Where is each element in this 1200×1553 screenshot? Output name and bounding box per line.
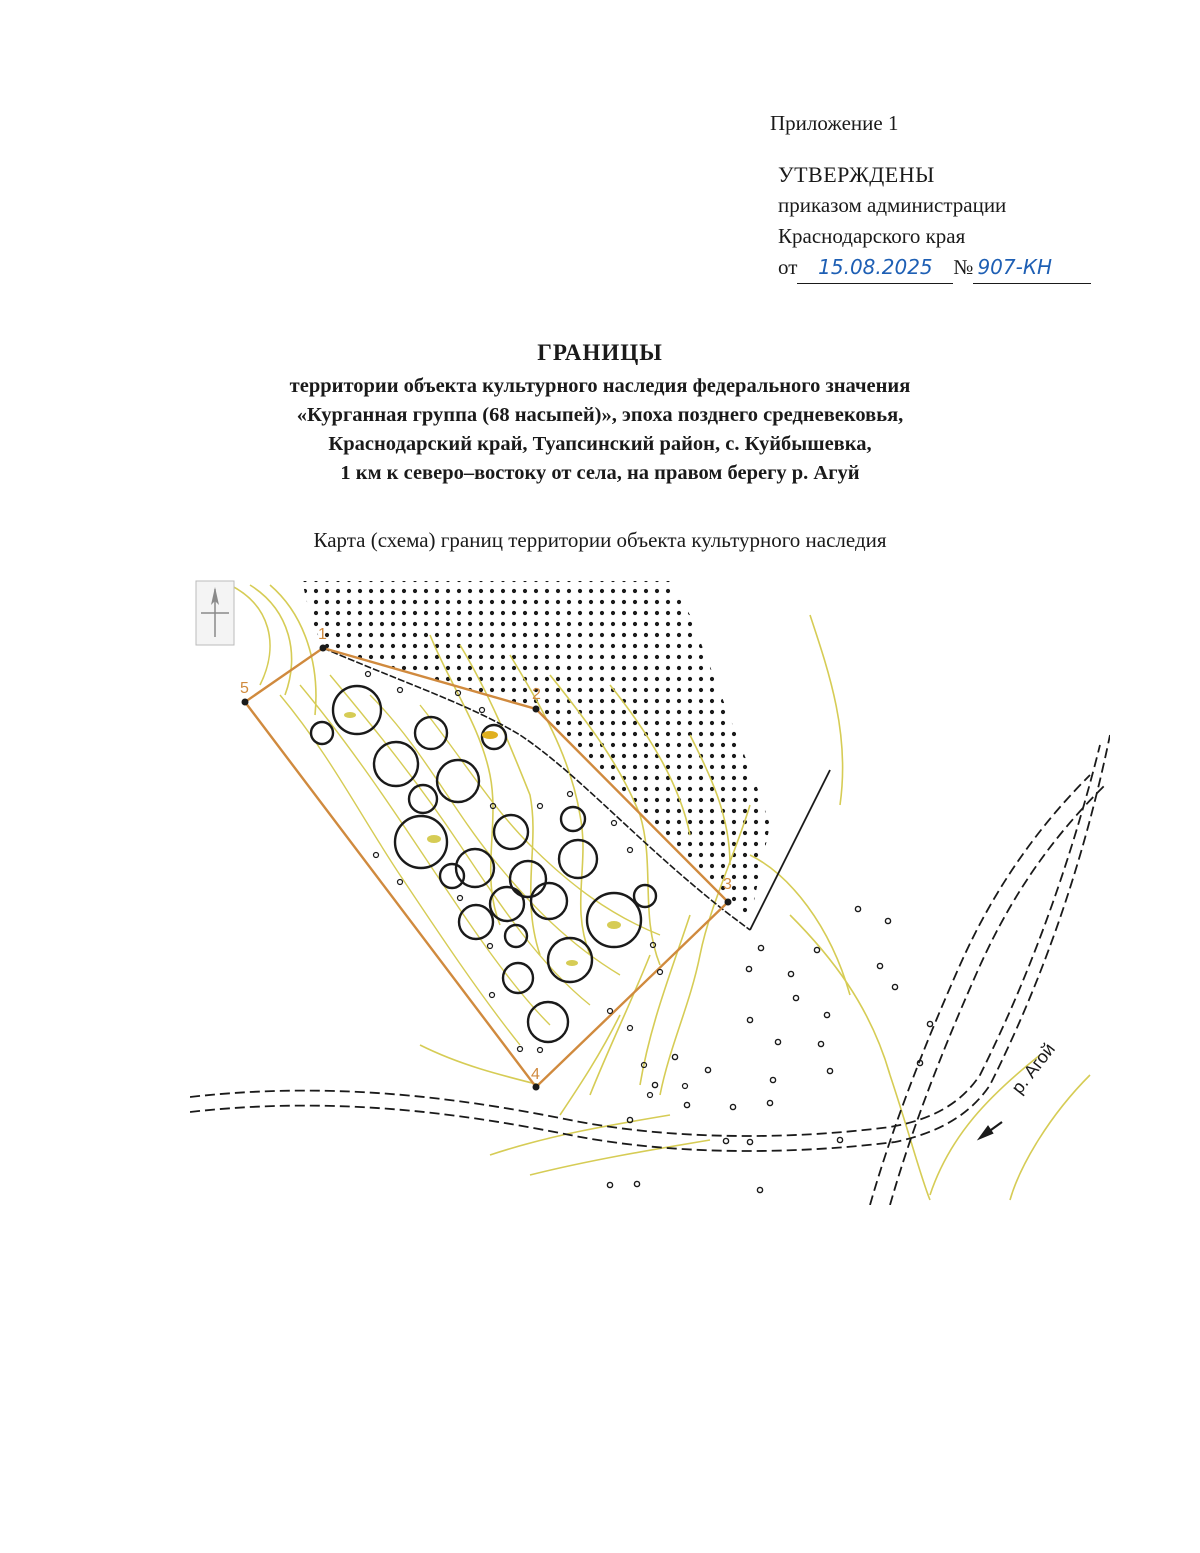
order-date: 15.08.2025: [797, 252, 953, 284]
title-line-3: Краснодарский край, Туапсинский район, с. Куйбышевка,: [328, 433, 872, 455]
map-caption: Карта (схема) границ территории объекта культурного наследия: [313, 528, 887, 552]
mound: [409, 785, 437, 813]
mound: [374, 742, 418, 786]
order-number: 907-КН: [973, 252, 1091, 284]
mound: [510, 861, 546, 897]
vertex-label-2: 2: [532, 686, 541, 703]
mound: [490, 887, 524, 921]
approval-block: [770, 108, 1091, 284]
mound: [395, 816, 447, 868]
title-line-1: территории объекта культурного наследия федерального значения: [289, 375, 911, 397]
vertex-label-5: 5: [240, 680, 249, 697]
title-line-4: 1 км к северо–востоку от села, на правом берегу р. Агуй: [340, 462, 860, 484]
mound: [548, 938, 592, 982]
mound: [333, 686, 381, 734]
approval-stamp: [778, 159, 1091, 284]
order-line-2: Краснодарского края: [778, 224, 966, 248]
mound: [634, 885, 656, 907]
mound: [559, 840, 597, 878]
mound: [587, 893, 641, 947]
vertex-label-3: 3: [723, 876, 732, 893]
appendix-label: Приложение 1: [770, 111, 899, 135]
order-date-number: [778, 252, 1091, 284]
flow-arrow-icon: [980, 1122, 1002, 1138]
mound: [437, 760, 479, 802]
vertex-label-1: 1: [318, 626, 327, 643]
document-title: [150, 340, 1050, 488]
title-heading: ГРАНИЦЫ: [537, 340, 663, 365]
mound: [311, 722, 333, 744]
vertex-label-4: 4: [531, 1066, 540, 1083]
order-line-1: приказом администрации: [778, 193, 1007, 217]
title-line-2: «Курганная группа (68 насыпей)», эпоха позднего средневековья,: [296, 404, 904, 426]
date-prefix: от: [778, 255, 798, 279]
north-arrow-icon: [196, 581, 234, 645]
mound: [494, 815, 528, 849]
boundary-map: [190, 575, 1110, 1205]
mound: [440, 864, 464, 888]
mound: [531, 883, 567, 919]
number-prefix: №: [953, 255, 974, 279]
river-label: р. Агой: [1007, 1039, 1060, 1098]
approved-heading: УТВЕРЖДЕНЫ: [778, 162, 935, 187]
